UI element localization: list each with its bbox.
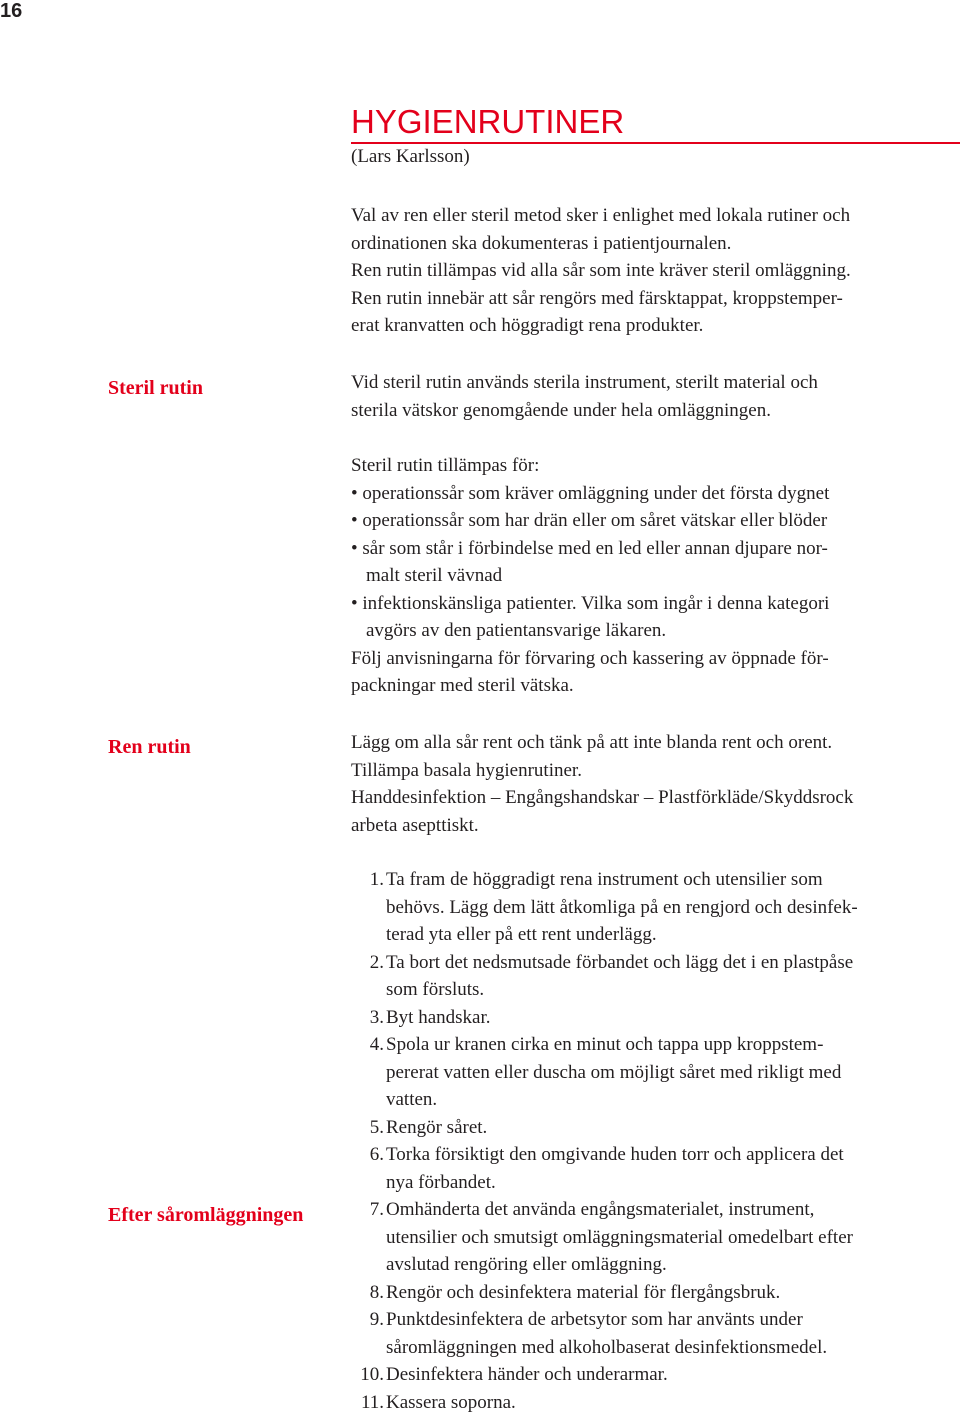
step-number: 8.	[369, 1281, 384, 1303]
page-title: HYGIENRUTINER	[351, 102, 960, 144]
storage-note-line: packningar med steril vätska.	[351, 675, 574, 696]
step-text: Rengör och desinfektera material för flergångsbruk.	[386, 1281, 781, 1303]
step-item	[351, 1141, 858, 1196]
step-number: 3.	[369, 1006, 384, 1028]
step-text: Omhänderta det använda engångsmaterialet, instrument,	[386, 1199, 815, 1220]
step-number: 6.	[369, 1144, 384, 1165]
bullet-item-continuation: malt steril vävnad	[366, 565, 503, 586]
bullet-item: • sår som står i förbindelse med en led eller annan djupare nor-	[351, 537, 828, 559]
step-text: Ta bort det nedsmutsade förbandet och lägg det i en plastpåse	[386, 951, 854, 973]
step-text: Punktdesinfektera de arbetsytor som har använts under	[386, 1309, 803, 1330]
page-number: 16	[0, 0, 23, 22]
step-number: 4.	[369, 1034, 384, 1055]
intro-line: Val av ren eller steril metod sker i enlighet med lokala rutiner och	[351, 205, 851, 226]
step-text: Ta fram de höggradigt rena instrument och utensilier som	[386, 869, 823, 890]
label-ren-rutin: Ren rutin	[108, 736, 191, 758]
intro-line: Ren rutin tillämpas vid alla sår som inte kräver steril omläggning.	[351, 260, 851, 281]
step-item	[351, 1306, 858, 1361]
step-text: behövs. Lägg dem lätt åtkomliga på en rengjord och desinfek-	[386, 896, 858, 918]
intro-paragraph	[351, 202, 851, 340]
steril-for-heading: Steril rutin tillämpas för:	[351, 455, 540, 476]
step-item	[351, 1389, 858, 1417]
ren-desc-line: Lägg om alla sår rent och tänk på att inte blanda rent och orent.	[351, 732, 833, 753]
step-text: Kassera soporna.	[386, 1391, 516, 1413]
step-text: avslutad rengöring eller omläggning.	[386, 1254, 667, 1275]
step-text: Byt handskar.	[386, 1006, 491, 1028]
step-number: 5.	[369, 1116, 384, 1138]
ren-description	[351, 729, 853, 839]
bullet-item: • operationssår som kräver omläggning under det första dygnet	[351, 482, 830, 504]
ren-desc-line: Tillämpa basala hygienrutiner.	[351, 759, 582, 781]
step-item	[351, 866, 858, 949]
step-number: 9.	[369, 1309, 384, 1330]
step-number: 1.	[369, 869, 384, 890]
step-text: terad yta eller på ett rent underlägg.	[386, 924, 657, 945]
step-text: såromläggningen med alkoholbaserat desinfektionsmedel.	[386, 1336, 828, 1358]
step-item	[351, 1114, 858, 1142]
step-text: som försluts.	[386, 979, 485, 1000]
ren-desc-line: Handdesinfektion – Engångshandskar – Plastförkläde/Skyddsrock	[351, 787, 854, 808]
step-item	[351, 1279, 858, 1307]
step-item	[351, 1196, 858, 1279]
intro-line: ordinationen ska dokumenteras i patientjournalen.	[351, 232, 732, 254]
step-text: Torka försiktigt den omgivande huden torr och applicera det	[386, 1144, 844, 1165]
step-item	[351, 949, 858, 1004]
step-text: pererat vatten eller duscha om möjligt såret med rikligt med	[386, 1061, 842, 1083]
step-text: nya förbandet.	[386, 1171, 496, 1193]
ren-desc-line: arbeta asepttiskt.	[351, 814, 479, 836]
storage-note-line: Följ anvisningarna för förvaring och kassering av öppnade för-	[351, 647, 829, 669]
step-text: Desinfektera händer och underarmar.	[386, 1364, 668, 1385]
steps-list	[351, 866, 858, 1416]
label-steril-rutin: Steril rutin	[108, 377, 203, 399]
step-text: Spola ur kranen cirka en minut och tappa upp kroppstem-	[386, 1034, 824, 1055]
label-efter-saromlaggningen: Efter såromläggningen	[108, 1204, 304, 1226]
intro-line: erat kranvatten och höggradigt rena produkter.	[351, 315, 704, 336]
step-number: 7.	[369, 1199, 384, 1220]
step-text: Rengör såret.	[386, 1116, 488, 1138]
step-number: 10.	[360, 1364, 384, 1385]
step-text: utensilier och smutsigt omläggningsmaterial omedelbart efter	[386, 1226, 853, 1248]
intro-line: Ren rutin innebär att sår rengörs med färsktappat, kroppstemper-	[351, 287, 843, 309]
steril-desc-line: sterila vätskor genomgående under hela omläggningen.	[351, 399, 771, 421]
step-number: 11.	[360, 1391, 384, 1413]
bullet-item: • infektionskänsliga patienter. Vilka som ingår i denna kategori	[351, 592, 830, 614]
bullet-item: • operationssår som har drän eller om såret vätskar eller blöder	[351, 510, 828, 531]
steril-indications	[351, 452, 829, 700]
steril-desc-line: Vid steril rutin används sterila instrument, sterilt material och	[351, 372, 818, 393]
step-item	[351, 1031, 858, 1114]
bullet-item-continuation: avgörs av den patientansvarige läkaren.	[366, 620, 667, 641]
author: (Lars Karlsson)	[351, 146, 470, 167]
step-item	[351, 1361, 858, 1389]
step-item	[351, 1004, 858, 1032]
step-text: vatten.	[386, 1089, 438, 1110]
step-number: 2.	[369, 951, 384, 973]
steril-description	[351, 369, 818, 424]
